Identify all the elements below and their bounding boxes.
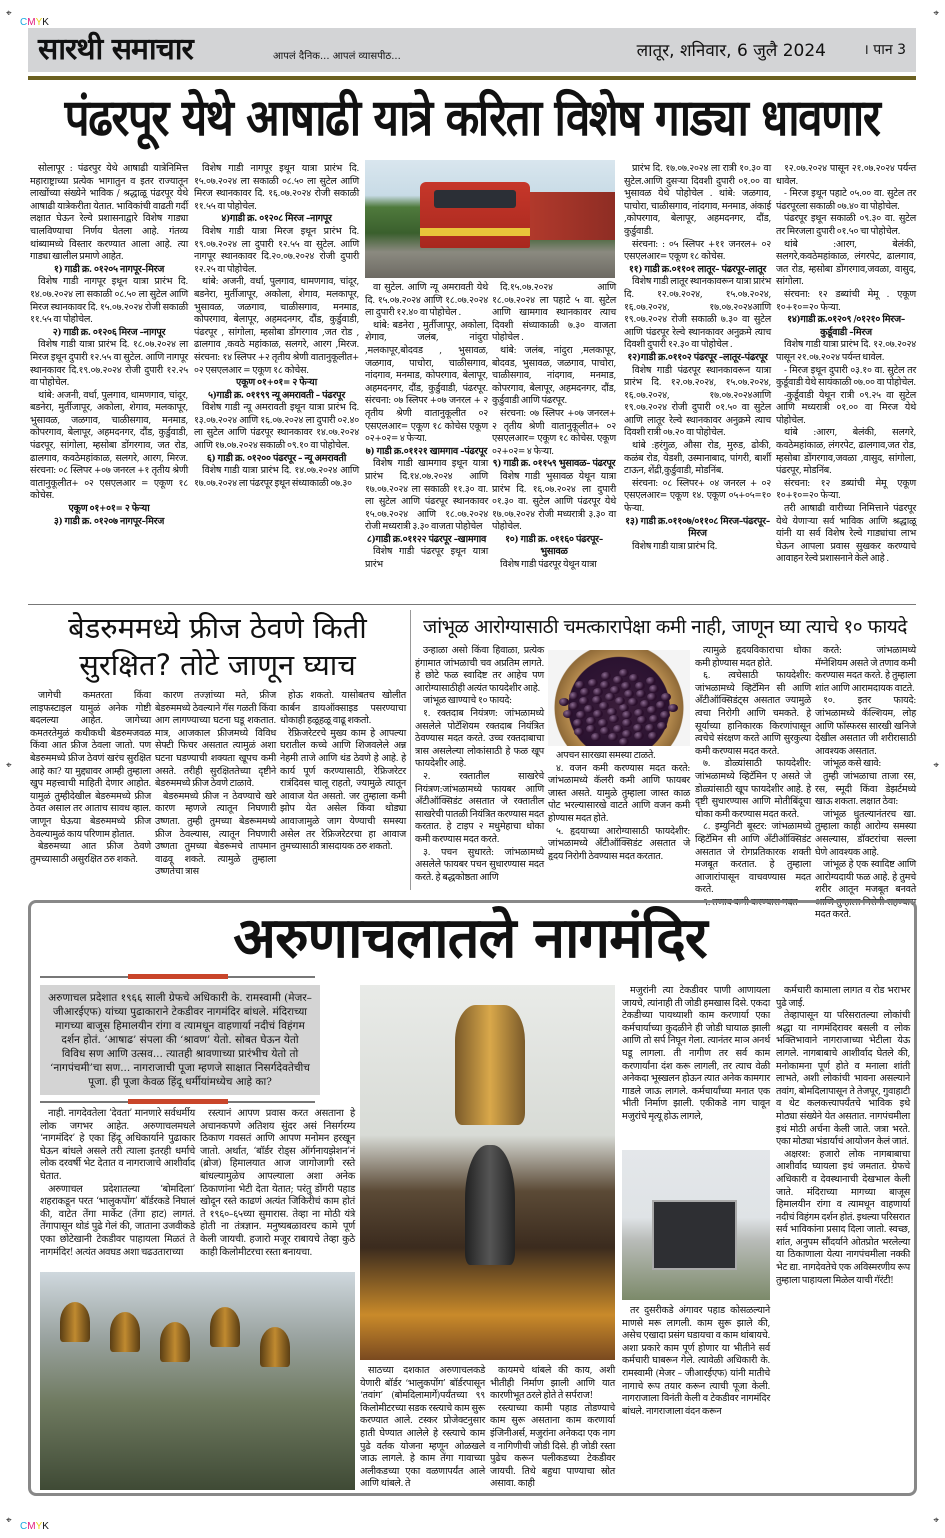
- berry-shape: [610, 686, 620, 694]
- subheading: १२)गाडी क्र.०११०२ पंढरपूर –लातूर–पंढरपूर: [627, 351, 768, 363]
- locomotive-shape: [420, 182, 530, 248]
- page-number: । पान 3: [863, 42, 906, 58]
- jamun-headline: जांभूळ आरोग्यासाठी चमत्कारापेक्षा कमी नाही, जाणून घ्या त्याचे १० फायदे: [423, 616, 907, 638]
- subheading: ७) गाडी क्र.०११२१ खामगाव –पंढरपूर: [365, 445, 488, 457]
- paragraph: तर दुसरीकडे अंगावर पहाड कोसळल्याने माणसे मरू लागली. काम सुरू झाले की, असेच एखादा प्रसंग घडायचा व काम थांबायचे. अशा प्रकारे काम पूर्ण होणार या भीतीने सर्व कर्मचारी घाबरून गेले. त्यावेळी अधिकारी के. रामस्वामी (मेजर – जीआरईएफ) यांनी मातीचे नागाचे रूप तयार करून त्याची पूजा केली. नागराजाला विनंती केली व टेकडीवर नागमंदिर बांधले. नागराजाला वंदन करून: [622, 1305, 770, 1417]
- berry-shape: [648, 732, 658, 740]
- fridge-column-3: [280, 690, 406, 894]
- subheading: ४)गाडी क्र. ०१२०८ मिरज –नागपूर: [221, 213, 332, 225]
- paragraph: थांबे :हरंगुळ, औसा रोड, मुरुड, ढोकी, कळंब रोड, येडशी, उस्मानाबाद, पांगरी, बार्शी टाऊन, शेंद्री,कुर्डुवाडी, मोडनिंब.: [624, 440, 771, 477]
- subheading: ८)गाडी क्र.०११२२ पंढरपूर –खामगाव: [366, 533, 487, 545]
- paragraph: विशेष गाडी यात्रा मिरज इथून प्रारंभ दि. १९.०७.२०२४ ला दुपारी १२.५५ वा सुटेल. आणि नागपूर स्थानकावर दि.२०.०७.२०२४ रोजी दुपारी १२.२५ वा पोहोचेल.: [194, 225, 359, 275]
- paragraph: उन्हाळा असो किंवा हिवाळा, प्रत्येक हंगामात जांभळाची चव अप्रतिम लागते. हे छोटे फळ स्वादिष्ट तर आहेच पण आरोग्यासाठीही अत्यंत फायदेशीर आहे.: [415, 645, 544, 694]
- berry-shape: [637, 716, 647, 724]
- berry-shape: [584, 705, 594, 713]
- headline-line: बेडरुममध्ये फ्रीज ठेवणे किती: [68, 611, 367, 645]
- subheading: ९) गाडी क्र. ०११५९ भुसावळ– पंढरपूर: [492, 458, 616, 470]
- berry-shape: [633, 724, 643, 732]
- berry-shape: [636, 690, 646, 698]
- shrine-photo: [622, 1150, 770, 1300]
- registration-mark-icon: ⌖: [6, 1515, 12, 1526]
- berry-shape: [609, 715, 619, 723]
- registration-mark-icon: ⌖: [6, 760, 12, 771]
- cmyk-m: M: [27, 17, 36, 28]
- paragraph: थांबे: अजनी, वर्धा, पुलगाव, धामणगाव, चांदूर, बडनेरा, मुर्तीजापूर, अकोला, शेगाव, मलकापूर, भुसावळ, जळगाव, चाळीसगाव, मनमाड, कोपरगाव, बेलापूर, अहमदनगर, दौंड, कुर्डुवाडी, पंढरपूर , सांगोला, म्हसोबा डोंगरगाव ,जत रोड , ढालगाव ,कवठे महांकाळ, सलगरे, आरग ,मिरज. संरचना: १४ स्लिपर +२ तृतीय श्रेणी वातानुकूलीत+ ०२ एसएलआर = एकूण १८ कोचेस.: [194, 276, 359, 376]
- paragraph: जांभूळ खाण्याचे १० फायदे:: [423, 695, 512, 707]
- berry-shape: [657, 722, 667, 730]
- paragraph: नाही. नागदेवतेला ‘देवता’ मानणारे सर्वधर्मीय लोक जगभर आहेत. अरुणाचलमधले ‘नागमंदिर’ हे एका हिंदू अधिकार्याने पुढाकार घेऊन बांधले असले तरी त्याला इतरही धर्माचे लोक दरवर्षी भेट देतात व नागराजाचे आशीर्वाद घेतात.: [40, 1108, 195, 1182]
- jamun-column-3: [695, 645, 811, 908]
- berry-shape: [649, 685, 659, 693]
- paragraph: त्यामुळे हृदयविकाराचा धोका कमी होण्यास मदत होते.: [695, 645, 811, 669]
- paragraph: पंढरपूर इथून सकाळी ०९.३० वा. सुटेल तर मिरजला दुपारी ०१.५० चा पोहोचेल.: [776, 213, 916, 237]
- subheading: १३) गाडी क्र.०११०७/०११०८ मिरज–पंढरपूर–मिरज: [625, 515, 770, 540]
- paragraph: ३. पचन सुधारते: जांभळामध्ये असलेले फायबर पचन सुधारण्यास मदत करते. हे बद्धकोष्ठता आणि: [415, 846, 544, 883]
- cmyk-y: Y: [35, 1521, 43, 1532]
- shrine-shape: [652, 1200, 737, 1270]
- train-column-1: [30, 163, 188, 599]
- paragraph: कारण तज्ज्ञांच्या मते, फ्रीज बेडरुममध्ये ठेवल्याने गॅस गळती किंवा आग लागण्याच्या घटना घडू शकतात. मात्र, आजकाल फ्रीजमध्ये विविध सेफ्टी फिचर असतात त्यामुळं अशा घटना घडण्याची शक्यता खूपच कमी असते. तरीही सुरक्षिततेच्या दृष्टीने बेडरुममध्ये फ्रीज ठेवणे टाळावे.: [155, 690, 276, 790]
- paragraph: तुम्ही जांभळाचा ताजा रस, रस, स्मूदी किंवा डेझर्टमध्ये खाऊ शकता. लक्षात ठेवा:: [815, 770, 916, 808]
- berry-shape: [634, 732, 644, 740]
- nagmandir-column-6: [622, 1305, 770, 1490]
- berry-shape: [593, 688, 603, 696]
- jamun-column-2: [548, 750, 690, 894]
- train-column-3: [365, 282, 488, 600]
- berry-shape: [569, 702, 579, 710]
- accent-rule: [128, 974, 228, 979]
- paragraph: थांबे: बडनेरा , मुर्तीजापूर, अकोला, शेगाव, जलंब, नांदुरा ,मलकापूर,बोदवड , भुसावळ, जळगाव, पाचोरा, चाळीसगाव, नांदगाव, मनमाड, कोपरगाव, बेलापूर, अहमदनगर, दौंड, कुर्डुवाडी, पंढरपूर. संरचना: ०७ स्लिपर +०७ जनरल + २ तृतीय श्रेणी वातानुकूलीत ०२ एसएलआर= एकूण १८ कोचेस एकूण ०२+०२= ४ फेऱ्या.: [365, 319, 488, 445]
- berry-shape: [628, 698, 638, 706]
- berry-shape: [576, 711, 586, 719]
- berry-shape: [622, 730, 632, 738]
- dateline: लातूर, शनिवार, 6 जुलै 2024: [636, 41, 826, 61]
- paragraph: थांबे: अजनी, वर्धा, पुलगाव, धामणगाव, चांदूर, बडनेरा, मुर्तीजापूर, अकोला, शेगाव, मलकापूर, भुसावळ, जळगाव, चाळीसगाव, मनमाड, कोपरगाव, बेलापूर, अहमदनगर, दौंड, कुर्डुवाडी, पंढरपूर, सांगोला, म्हसोबा डोंगरगाव, जत रोड, ढालगाव, कवठेमहांकाळ, सलगरे, आरग, मिरज. संरचना: ०८ स्लिपर +०७ जनरल +१ तृतीय श्रेणी वातानुकूलीत+ ०२ एसएलआर = एकूण १८ कोचेस.: [30, 389, 188, 502]
- paragraph: साठच्या दशकात अरुणाचलकडे येणारी बॉर्डर ‘भालुकपोंग’ बॉर्डरपासून ‘तवांग’ (बोमदिलामार्गे)पर्यंतच्या ९९ किलोमीटरच्या सडक रस्त्याचे काम सुरू करण्यात आले. टस्कर प्रोजेक्टनुसार हाती घेण्यात आलेले हे रस्त्याचे काम पुढे वर्तक योजना म्हणून ओळखले जाऊ लागले. हे काम तेंगा गावाच्या अलीकडच्या एका वळणापर्यंत आले आणि थांबले. ते: [360, 1365, 485, 1490]
- cmyk-k: K: [42, 1521, 49, 1532]
- berry-shape: [608, 733, 618, 741]
- paragraph: रस्त्यानं आपण प्रवास करत असताना हे अचानकपणे अतिशय सुंदर असं निसर्गरम्य ठिकाण गवसतं आणि आपण मनोमन हरखून जातो. अर्थात, ‘बॉर्डर रोड्स ऑर्गनायझेशन’नं (ब्रोज) हिमालयात आज जागोजागी रस्ते बांधल्यामुळेच आपल्याला अशा अनेक ठिकाणांना भेटी देता येतात; परंतु डोंगरी पहाड खोदून रस्ते काढणं अत्यंत जिकिरीचं काम होतं ते १९६०–६५च्या सुमारास. तेव्हा ना मोठी यंत्रे होती ना तंत्रज्ञान. मनुष्यबळावरच कामे पूर्ण केली जायची. हजारो मजूर राबायचे तेव्हा कुठे काही किलोमीटरचा रस्ता बनायचा.: [200, 1108, 355, 1258]
- train-photo: [365, 160, 615, 278]
- berry-shape: [588, 679, 598, 687]
- paragraph: करते: जांभळामध्ये मॅग्नेशियम असते जे तणाव कमी करण्यास मदत करते. हे तुम्हाला शांत आणि आरामदायक वाटते.: [815, 645, 916, 694]
- fridge-column-2: [155, 690, 276, 894]
- paragraph: सोलापूर : पंढरपुर येथे आषाढी यात्रेनिमित्त महाराष्ट्राच्या प्रत्येक भागातुन व इतर राज्यातून लाखोंच्या संख्येने भाविक / श्रद्धाळू पंढरपूर येथे आषाढी यात्रेकरीता येतात. भाविकांची वाढती गर्दी लक्षात घेऊन रेल्वे प्रशासनाद्वारे विशेष गाड्या चालविण्याचा निर्णय घेतला आहे. गंतव्य थांब्यामध्ये विस्तार करण्यात आला आहे. त्या गाड्या खालील प्रमाणे आहेत.: [30, 163, 188, 263]
- paragraph: १. रक्तदाब नियंत्रण: जांभळामध्ये असलेले पोटॅशियम रक्तदाब नियंत्रित ठेवण्यास मदत करते. उच्च रक्तदाबाचा त्रास असलेल्या लोकांसाठी हे फळ खूप फायदेशीर आहे.: [415, 707, 544, 770]
- berry-shape: [605, 693, 615, 701]
- paragraph: १०. इतर फायदे: जांभळामध्ये कॅल्शियम, लोह आणि फॉस्फरस सारखी खनिजे देखील असतात जी शरीरासाठी आवश्यक असतात.: [815, 695, 916, 757]
- berry-shape: [574, 728, 584, 736]
- berry-shape: [647, 693, 657, 701]
- paragraph: विशेष गाडी लातूर स्थानकावरून यात्रा प्रारंभ दि. १२.०७.२०२४, १५.०७.२०२४, १६.०७.२०२४, १७.०७.२०२४आणि १९.०७.२०२४ रोजी सकाळी ७.३० वा सुटेल आणि पंढरपूर रेल्वे स्थानकावर अनुक्रमे त्याच दिवशी दुपारी १२.३० वा पोहोचेल .: [624, 276, 771, 351]
- paragraph: थांबे :आरग, बेलंकी, सलगरे, कवठेमहांकाळ, लंगरपेट, ढालगाव,जत रोड, म्हसोबा डोंगरगाव,जवळा ,वासुद, सांगोला, पंढरपूर, मोडनिंब.: [776, 427, 916, 477]
- berry-shape: [622, 719, 632, 727]
- fridge-headline: [30, 610, 405, 684]
- berry-shape: [592, 696, 602, 704]
- newspaper-logo: सारथी समाचार: [38, 32, 193, 67]
- cmyk-c: C: [20, 17, 28, 28]
- paragraph: प्रारंभ दि. १७.०७.२०२४ ला रात्री १०.३० वा सुटेल.आणि दुसऱ्या दिवशी दुपारी ०१.०० वा भुसावळ येथे पोहोचेल . थांबे: जळगाव, पाचोरा, चाळीसगाव, नांदगाव, मनमाड, अंकाई ,कोपरगाव, बेलापूर, अहमदनगर, दौंड, कुर्डुवाडी.: [624, 163, 771, 237]
- paragraph: एकूण ०१+०१= २ फेऱ्या: [68, 503, 150, 515]
- paragraph: संरचना: ०७ स्लिपर +०७ जनरल+ २ तृतीय श्रेणी वातानुकूलीत+ ०२ एसएलआर= एकूण १८ कोचेस. एकूण ०२+०२= ४ फेऱ्या.: [492, 407, 616, 457]
- paragraph: जांभूळ हे एक स्वादिष्ट आणि आरोग्यदायी फळ आहे. हे तुमचे शरीर आतून मजबूत बनवते आणि तुम्हाला निरोगी राहण्यास मदत करते.: [815, 859, 916, 921]
- paragraph: विशेष गाडी न्यू अमरावती इथून यात्रा प्रारंभ दि. १३.०७.२०२४ आणि १६.०७.२०२४ ला दुपारी ०२.४० ला सुटेल आणि पंढरपूर स्थानकावर १४.०७.२०२४ आणि १७.०७.२०२४ सकाळी ०९.१० वा पोहोचेल.: [194, 402, 359, 452]
- berry-shape: [661, 693, 671, 701]
- berry-shape: [600, 681, 610, 689]
- berry-shape: [593, 710, 603, 718]
- nagmandir-column-1: [40, 1108, 195, 1268]
- paragraph: मजुरांनी त्या टेकडीवर पाणी आणायला जायचे, त्यांनाही ती जोडी हमखास दिसे. एकदा टेकडीच्या पायथ्याशी काम करणार्या एका कर्मचार्याच्या कुदळीने ही जोडी घायाळ झाली आणि तो सर्प निघून गेला. त्यानंतर माञ अनर्थ घडू लागला. ती नागीण तर सर्व काम करणार्यांना दंश करू लागली, तर त्याच वेळी अनेकदा भूस्खलन होऊन त्यात अनेक कामगार गाडले जाऊ लागले. कर्मचार्यांच्या मनात एक भीती निर्माण झाली. एकीकडे नाग चावून मजुरांचे मृत्यू होऊ लागले,: [622, 985, 770, 1122]
- berry-shape: [586, 717, 596, 725]
- paragraph: विशेष गाडी पंढरपूर इथून यात्रा प्रारंभ: [365, 546, 488, 571]
- paragraph: ७. डोळ्यांसाठी फायदेशीर: जांभळामध्ये व्हिटॅमिन ए असते जे डोळ्यांसाठी खूप फायदेशीर आहे. हे दृष्टी सुधारण्यास आणि मोतीबिंदूचा धोका कमी करण्यास मदत करते.: [695, 758, 811, 820]
- paragraph: रेफ्रिजरेटरचे मुख्य काम हे आपल्या घरातील कच्चे आणि शिजवलेले अन्न नेहमी ताजे आणि थंड ठेवणे हे आहे. हे कार्य पूर्ण करण्यासाठी, रेफ्रिजरेटर रात्रंदिवस चालू राहतो, ज्यामुळे त्यातून आवाज येत असतो. जर तुम्हाला कमी झोप येत असेल किंवा थोड्या आवाजामुळे जाग येण्याची समस्या असेल तर रेफ्रिजरेटरचा हा आवाज तुमच्यासाठी त्रासदायक ठरु शकतो.: [280, 727, 406, 853]
- accent-rule: [128, 1099, 228, 1104]
- paragraph: संरचना: ०८ स्लिपर+ ०४ जनरल + ०२ एसएलआर= एकूण १४. एकूण ०५+०५=१० फेऱ्या.: [624, 477, 771, 515]
- registration-mark-icon: ⌖: [933, 1515, 939, 1526]
- berry-shape: [649, 715, 659, 723]
- berry-shape: [619, 738, 629, 746]
- paragraph: बेडरुममध्ये फ्रीज न ठेवण्याचे खरे कारण म्हणजे त्यातून निघणारी उष्णता. तुम्ही तुमच्या बेडरूममध्ये फ्रीज ठेवल्यास, त्यातून निघणारी उष्णता तुमच्या बेडरूमचे तापमान वाढवू शकते. त्यामुळे तुम्हाला उष्णतेचा त्रास: [155, 790, 276, 878]
- paragraph: अपचन सारख्या समस्या टाळते.: [556, 750, 656, 761]
- paragraph: थांबे: जलंब, नांदुरा ,मलकापूर, बोदवड, भुसावळ, जळगाव, पाचोरा, चाळीसगाव, नांदगाव, मनमाड, कोपरगाव, बेलापूर, अहमदनगर, दौंड, कुर्डुवाडी आणि पंढरपूर.: [492, 344, 616, 407]
- cmyk-k: K: [42, 17, 49, 28]
- paragraph: रस्त्याच्या कामी पहाड तोडण्याचे काम सुरू असताना काम करणार्या इंजिनीअर्स, मजुरांना अनेकदा एक नाग व नागिणीची जोडी दिसे. ही जोडी रस्ता पुढेच करून पलीकडच्या टेकडीवर जायची. तिथे बहुधा पाण्याचा स्रोत असावा. काही: [490, 1402, 615, 1490]
- cmyk-c: C: [20, 1521, 28, 1532]
- paragraph: तेव्हापासून या परिसरातल्या लोकांची श्रद्धा या नागमंदिरावर बसली व लोक भक्तिभावाने नागराजाच्या भेटीला येऊ लागले. नागबाबाचे आशीर्वाद घेतले की, मनोकामना पूर्ण होते व मनाला शांती लाभते, अशी लोकांची भावना असल्याने तवांग, बोमदिलापासून ते तेजपूर, गुवाहाटी व थेट कलकत्त्यापर्यंतचे भाविक इथे मोठ्या संख्येने येत असतात. नागपंचमीला इथं मोठी अर्चना केली जाते. जत्रा भरते. एका मोठ्या भंडार्याचं आयोजन केलं जातं.: [776, 1010, 910, 1148]
- paragraph: कर्मचारी कामाला लागत व रोड भराभर पुढे जाई.: [776, 985, 910, 1009]
- paragraph: ६. त्वचेसाठी फायदेशीर: जांभळामध्ये व्हिटॅमिन सी आणि अँटीऑक्सिडंट्स असतात ज्यामुळे त्वचा निरोगी आणि चमकते. हे सूर्याच्या हानिकारक किरणांपासून त्वचेचे संरक्षण करते आणि सुरकुत्या कमी करण्यास मदत करते.: [695, 670, 811, 757]
- paragraph: -कुर्डूवाडी येथून रात्री ०९.२५ वा सुटेल आणि मध्यरात्री ०१.०० वा मिरज येथे पोहोचेल.: [776, 389, 916, 426]
- train-column-6: [776, 163, 916, 599]
- naga-idol-shape: [465, 1145, 515, 1265]
- jamun-fruit-photo: [548, 650, 690, 746]
- kalash-shape: [455, 1005, 525, 1125]
- paragraph: वा सुटेल. आणि न्यू अमरावती येथे दि. १५.०७.२०२४ आणि १८.०७.२०२४ ला दुपारी १२.४० वा पोहोचेल .: [365, 282, 488, 319]
- masthead: [28, 28, 916, 72]
- paragraph: विशेष गाडी खामगाव इथून यात्रा प्रारंभ दि.१४.०७.२०२४ आणि १७.०७.२०२४ ला सकाळी ११.३० वा. ला सुटेल आणि पंढरपूर स्थानकावर १५.०७.२०२४ आणि १८.०७.२०२४ रोजी मध्यरात्री ३.३० वाजता पोहोचेल: [365, 458, 488, 533]
- berry-shape: [580, 688, 590, 696]
- nagmandir-headline: अरुणाचलातले नागमंदिर: [233, 906, 707, 971]
- paragraph: थांबे :आरग, बेलंकी, सलगरे,कवठेमहांकाळ, लंगरपेट, ढालगाव, जत रोड, म्हसोबा डोंगरगाव,जवळा, वासुद, सांगोला.: [776, 238, 916, 288]
- subheading: ५)गाडी क्र. ०११९९ न्यू अमरावती – पंढरपूर: [207, 389, 346, 401]
- subheading: १४)गाडी क्र.०१२०९ /०१२१० मिरज– कुर्डूवाडी –मिरज: [787, 314, 905, 338]
- tagline: आपलं दैनिक... आपलं व्यासपीठ...: [273, 51, 401, 62]
- subheading: २) गाडी क्र. ०१२०६ मिरज –नागपूर: [52, 326, 166, 338]
- paragraph: ५. हृदयाच्या आरोग्यासाठी फायदेशीर: जांभळामध्ये अँटीऑक्सिडंट असतात जे हृदय निरोगी ठेवण्यास मदत करतात.: [548, 825, 690, 862]
- paragraph: दि.१५.०७.२०२४ आणि १८.०७.२०२४ ला पहाटे ५ वा. सुटेल आणि खामगाव स्थानकावर त्याच दिवशी संध्याकाळी ७.३० वाजता पोहोचेल .: [492, 282, 616, 344]
- nagmandir-column-5: [622, 985, 770, 1147]
- cmyk-mark: [20, 1514, 49, 1533]
- cmyk-mark: [20, 10, 49, 29]
- paragraph: - मिरज इथून दुपारी ०३.१० वा. सुटेल तर कुर्डूवाडी येथे सायंकाळी ०७.०० वा पोहोचेल.: [776, 364, 916, 389]
- paragraph: अक्षरश: हजारो लोक नागबाबाचा आशीर्वाद घ्यायला इथं जमतात. ग्रेफचे अधिकारी व देवस्थानाची देखभाल केली जाते. मंदिराच्या मागच्या बाजूस हिमालयीन रांगा व त्यामधून वाहणार्या नदीचं विहंगम दर्शन होतं. इथल्या परिसरात सर्व भाविकांना प्रसाद दिला जातो. स्वच्छ, शांत, अनुपम सौंदर्याने ओतप्रोत भरलेल्या या ठिकाणाला येत्या नागपंचमीला नक्की भेट द्या. नागदेवतेचे एक अविस्मरणीय रूप तुम्हाला पाहायला मिळेल याची गॅरंटी!: [776, 1148, 910, 1286]
- paragraph: होऊ शकतो. यासोबतच खोलीत कार्बन डायऑक्साइड पसरण्याचा धोकाही हळूहळू वाढू शकतो.: [280, 690, 406, 727]
- column-divider: [410, 610, 411, 890]
- berry-shape: [646, 677, 656, 685]
- berry-shape: [621, 682, 631, 690]
- train-column-5: [624, 163, 771, 599]
- cmyk-m: M: [27, 1521, 36, 1532]
- paragraph: विशेष गाडी यात्रा प्रारंभ दि. १४.०७.२०२४ आणि १७.०७.२०२४ ला पंढरपूर इथून संध्याकाळी ०७.३०: [194, 465, 359, 489]
- paragraph: जांभूळ कसे खावे:: [823, 758, 882, 770]
- berry-shape: [573, 719, 583, 727]
- berry-shape: [591, 733, 601, 741]
- paragraph: विशेष गाडी पंढरपूर स्थानकावरून यात्रा प्रारंभ दि. १२.०७.२०२४, १५.०७.२०२४, १६.०७.२०२४, १७.०७.२०२४आणि १९.०७.२०२४ रोजी दुपारी ०१.५० वा सुटेल आणि लातूर रेल्वे स्थानकावर अनुक्रमे त्याच दिवशी रात्री ०७.२० वा पोहोचेल.: [624, 364, 771, 439]
- paragraph: विशेष गाडी भुसावळ येथून यात्रा प्रारंभ दि. १६.०७.२०२४ ला दुपारी ०१.३० वा. सुटेल आणि पंढरपूर येथे १७.०७.२०२४ रोजी मध्यरात्री ३.३० वा पोहोचेल.: [492, 470, 616, 533]
- berry-shape: [668, 704, 678, 712]
- cmyk-y: Y: [35, 17, 43, 28]
- temple-bells-photo: [40, 1272, 355, 1490]
- paragraph: विशेष गाडी नागपूर इथून यात्रा प्रारंभ दि. १४.०७.२०२४ ला सकाळी ०८.५० ला सुटेल आणि मिरज स्थानकावर दि. १५.०७.२०२४ रोजी सकाळी ११.५५ वा पोहोचेल.: [30, 276, 188, 326]
- paragraph: बेडरुमच्या आत फ्रीज ठेवणे तुमच्यासाठी असुरक्षित ठरु शकते.: [30, 841, 151, 865]
- section-divider: [28, 604, 916, 605]
- paragraph: ४. वजन कमी करण्यास मदत करते: जांभळामध्ये कॅलरी कमी आणि फायबर जास्त असते. यामुळे तुम्हाला जास्त काळ पोट भरल्यासारखे वाटते आणि वजन कमी होण्यास मदत होते.: [548, 762, 690, 824]
- paragraph: संरचना: १२ डब्यांची मेमू एकूण १०+१०=२० फेऱ्या.: [776, 477, 916, 502]
- paragraph: २. रक्तातील साखरेचे नियंत्रण:जांभळामध्ये फायबर आणि अँटीऑक्सिडंट असतात जे रक्तातील साखरेची पातळी नियंत्रित करण्यास मदत करतात. हे टाइप २ मधुमेहाचा धोका कमी करण्यास मदत करते.: [415, 770, 545, 845]
- jamun-column-1: [415, 645, 544, 895]
- subheading: १) गाडी क्र. ०१२०५ नागपूर–मिरज: [53, 263, 165, 275]
- berry-shape: [569, 692, 579, 700]
- paragraph: संरचना: १२ डब्यांची मेमू . एकूण १०+१०=२० फेऱ्या.: [776, 288, 916, 313]
- berry-shape: [660, 711, 670, 719]
- subheading: ६) गाडी क्र. ०१२०० पंढरपूर – न्यू अमरावती: [206, 452, 347, 464]
- paragraph: जागेची कमतरता किंवा लाइफस्टाइल यामुळं अनेक गोष्टी बदलल्या आहेत. जागेच्या कमतरतेमुळं कधीकधी बेडरुमजवळ किंवा आत फ्रीज ठेवला जातो. पण बेडरुममध्ये फ्रीज ठेवणं खरंच सुरक्षित आहे का? या मुद्द्यावर आम्ही तुम्हाला खुप महत्त्वाची माहिती देणार आहोत. यामुळं तुम्हीदेखील बेडरुममध्ये फ्रीज ठेवत असाल तर आताच सावध व्हाल. जाणून घेऊया बेडरुममध्ये फ्रीज ठेवल्यामुळं काय परिणाम होतात.: [30, 690, 151, 840]
- berry-shape: [563, 710, 573, 718]
- registration-mark-icon: ⌖: [6, 8, 12, 19]
- berry-shape: [615, 697, 625, 705]
- paragraph: १२.०७.२०२४ पासून २१.०७.२०२४ पर्यन्त धावेल.: [776, 163, 916, 187]
- paragraph: विशेष गाडी यात्रा प्रारंभ दि. १८.०७.२०२४ ला मिरज इथून दुपारी १२.५५ वा सुटेल. आणि नागपूर स्थानकावर दि.१९.०७.२०२४ रोजी दुपारी १२.२५ वा पोहोचेल.: [30, 339, 188, 389]
- paragraph: तरी आषाढी वारीच्या निमित्ताने पंढरपूर येथे येणाऱ्या सर्व भाविक आणि श्रद्धाळू यांनी या सर्व विशेष रेल्वे गाड्यांचा लाभ घेऊन आपला प्रवास सुखकर करण्याचे आवाहन रेल्वे प्रशासनाने केले आहे .: [776, 503, 916, 565]
- paragraph: जांभूळ धुतल्यानंतरच खा. तुम्हाला काही आरोग्य समस्या असल्यास, डॉक्टरांचा सल्ला घेणे आवश्यक आहे.: [815, 808, 916, 858]
- berry-shape: [613, 676, 623, 684]
- train-headline: पंढरपूर येथे आषाढी यात्रे करिता विशेष गाड्या धावणार: [64, 89, 880, 148]
- subheading: १०) गाडी क्र. ०११६० पंढरपूर– भुसावळ: [505, 533, 603, 558]
- paragraph: विशेष गाडी पंढरपूर येथून यात्रा: [500, 559, 597, 571]
- berry-shape: [619, 669, 629, 677]
- berry-shape: [559, 698, 569, 706]
- headline-line: सुरक्षित? तोटे जाणून घ्याच: [79, 648, 356, 682]
- berry-shape: [598, 719, 608, 727]
- registration-mark-icon: ⌖: [933, 760, 939, 771]
- nagmandir-column-3: [360, 1365, 485, 1490]
- paragraph: विशेष गाडी यात्रा प्रारंभ दि. १२.०७.२०२४ पासून २१.०७.२०२४ पर्यन्त धावेल.: [776, 339, 916, 363]
- paragraph: ९. तणाव कमी करण्यास मदत: [703, 896, 798, 908]
- berry-shape: [622, 711, 632, 719]
- berry-shape: [586, 725, 596, 733]
- paragraph: अरुणाचल प्रदेशातल्या ‘बोमदिला’ शहराकडून परत ‘भालुकपोंग’ बॉर्डरकडे निघालं की, वाटेत तेंगा मार्केट (तेंगा हाट) लागतं. तेंगापासून थोडं पुढे गेलं की, जाताना उजवीकडे एका छोटेखानी टेकडीवर पाहायला मिळतं ते नागमंदिर! अत्यंत अवघड अशा चढउताराच्या: [40, 1183, 195, 1258]
- registration-mark-icon: ⌖: [933, 8, 939, 19]
- paragraph: ८. इम्युनिटी बूस्टर: जांभळामध्ये व्हिटॅमिन सी आणि अँटीऑक्सिडंट असतात जे रोगप्रतिकारक शक्ती मजबूत करतात. हे तुम्हाला आजारांपासून वाचवण्यास मदत करते.: [695, 821, 811, 896]
- subheading: ११) गाडी क्र.०११०१ लातूर– पंढरपूर–लातूर: [628, 263, 767, 275]
- train-column-4: [492, 282, 616, 600]
- nagmandir-column-7: [776, 985, 910, 1490]
- berry-shape: [624, 690, 634, 698]
- berry-shape: [635, 682, 645, 690]
- jamun-column-4: [815, 645, 916, 921]
- paragraph: विशेष गाडी यात्रा प्रारंभ दि.: [632, 540, 718, 552]
- nagmandir-column-4: [490, 1365, 615, 1490]
- paragraph: एकूण ०१+०१= २ फेऱ्या: [236, 377, 317, 389]
- paragraph: विशेष गाडी नागपूर इथून यात्रा प्रारंभ दि. १५.०७.२०२४ ला सकाळी ०८.५० ला सुटेल आणि मिरज स्थानकावर दि. १६.०७.२०२४ रोजी सकाळी ११.५५ वा पोहोचेल.: [194, 163, 359, 212]
- berry-shape: [575, 681, 585, 689]
- coach-shape: [525, 192, 615, 240]
- fridge-column-1: [30, 690, 151, 894]
- subheading: ३) गाडी क्र. ०१२०७ नागपूर–मिरज: [53, 515, 165, 527]
- train-column-2: [194, 163, 359, 599]
- intro-box: अरुणाचल प्रदेशात १९६६ साली ग्रेफचे अधिकारी के. रामस्वामी (मेजर–जीआरईएफ) यांच्या पुढाकाराने टेकडीवर नागमंदिर बांधले. मंदिराच्या मागच्या बाजूस हिमालयीन रांगा व त्यामधून वाहणार्या नदीचं विहंगम दर्शन होतं. ‘आषाढ’ संपला की ‘श्रावण’ येतो. सोबत घेऊन येतो विविध सण आणि उत्सव... त्यातही श्रावणाच्या प्रारंभीच येतो तो ‘नागपंचमी’चा सण... नागराजाची पूजा म्हणजे साक्षात निसर्गदेवतेचीच पूजा. ही पूजा केवळ हिंदू धर्मीयांमध्येच आहे का?: [40, 985, 320, 1095]
- nagmandir-idol-photo: [360, 985, 615, 1360]
- paragraph: संरचना: : ०५ स्लिपर +११ जनरल+ ०२ एसएलआर= एकूण १८ कोचेस.: [624, 238, 771, 263]
- berry-shape: [656, 701, 666, 709]
- paragraph: - मिरज इथून पहाटे ०५.०० वा. सुटेल तर पंढरपूरला सकाळी ०७.४० वा पोहोचेल.: [776, 188, 916, 212]
- paragraph: कायमचे थांबले की काय, अशी भीतीही निर्माण झाली आणि यात कारणीभूत ठरले होते ते सर्पराज!: [490, 1365, 615, 1402]
- berry-shape: [601, 672, 611, 680]
- nagmandir-column-2: [200, 1108, 355, 1268]
- berry-shape: [647, 706, 657, 714]
